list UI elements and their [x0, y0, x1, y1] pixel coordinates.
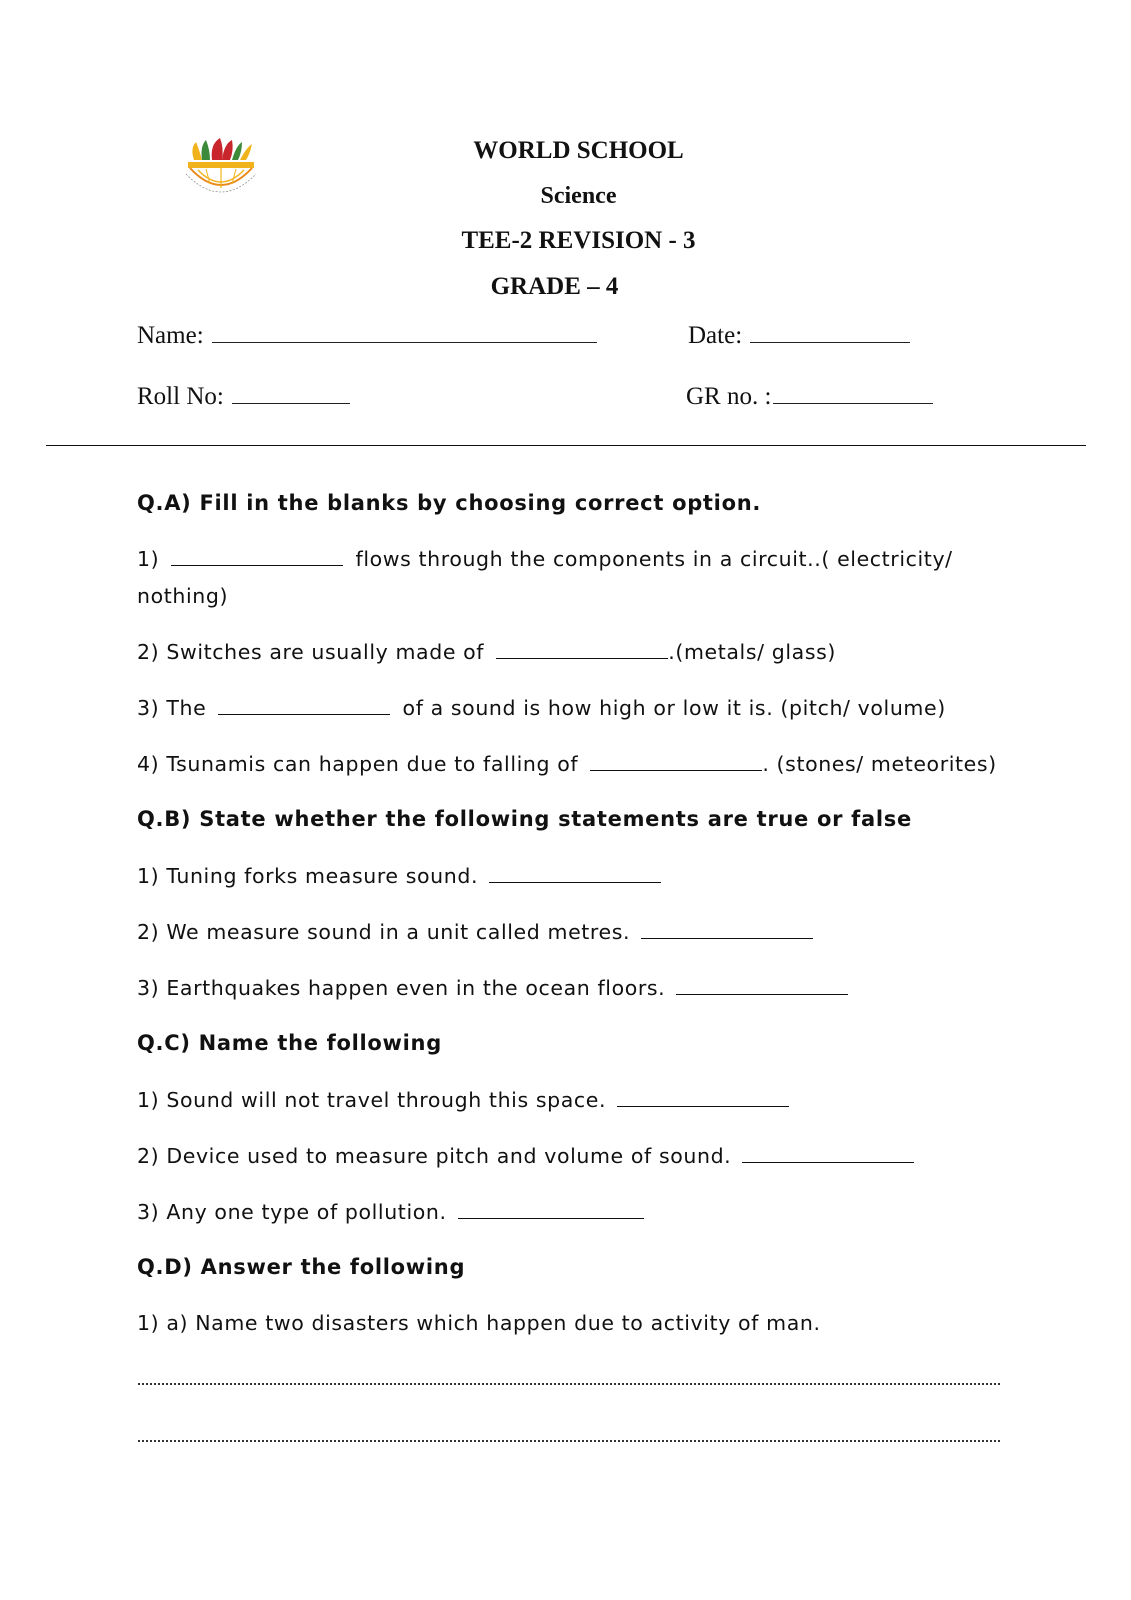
- question-a1-continued: nothing): [137, 584, 229, 608]
- question-text: 3) Any one type of pollution.: [137, 1200, 447, 1224]
- question-text: 1) Sound will not travel through this space.: [137, 1088, 607, 1112]
- question-c1: [137, 1088, 789, 1112]
- answer-blank[interactable]: [218, 696, 390, 715]
- answer-line-1[interactable]: [138, 1383, 1000, 1385]
- question-a3: [137, 696, 946, 720]
- date-line: [750, 322, 910, 343]
- answer-blank[interactable]: [171, 547, 343, 566]
- gr-label: GR no. :: [686, 383, 772, 410]
- question-b3: [137, 976, 848, 1000]
- grade-title: GRADE – 4: [490, 273, 619, 300]
- exam-title: TEE-2 REVISION - 3: [461, 227, 696, 254]
- school-name: WORLD SCHOOL: [473, 137, 684, 164]
- date-field[interactable]: [688, 322, 910, 350]
- date-label: Date:: [688, 322, 743, 349]
- answer-blank[interactable]: [676, 976, 848, 995]
- name-field[interactable]: [137, 322, 597, 350]
- question-a2: [137, 640, 836, 664]
- answer-blank[interactable]: [458, 1200, 644, 1219]
- answer-blank[interactable]: [590, 752, 762, 771]
- name-label: Name:: [137, 322, 204, 349]
- gr-line: [773, 383, 933, 404]
- question-text: 3) The: [137, 696, 207, 720]
- answer-line-2[interactable]: [138, 1440, 1000, 1442]
- question-number: 1): [137, 547, 160, 571]
- question-b1: [137, 864, 661, 888]
- section-c-heading: Q.C) Name the following: [137, 1031, 442, 1055]
- roll-label: Roll No:: [137, 383, 224, 410]
- gr-field[interactable]: [686, 383, 933, 411]
- answer-blank[interactable]: [617, 1088, 789, 1107]
- roll-line: [232, 383, 350, 404]
- question-a4: [137, 752, 997, 776]
- question-text: 2) Switches are usually made of: [137, 640, 485, 664]
- answer-blank[interactable]: [641, 920, 813, 939]
- question-b2: [137, 920, 813, 944]
- section-d-heading: Q.D) Answer the following: [137, 1255, 466, 1279]
- question-text: 2) We measure sound in a unit called metres.: [137, 920, 631, 944]
- question-a1: [137, 547, 953, 571]
- question-options: .(metals/ glass): [668, 640, 836, 664]
- question-text: 4) Tsunamis can happen due to falling of: [137, 752, 579, 776]
- question-text: 2) Device used to measure pitch and volume of sound.: [137, 1144, 732, 1168]
- question-c2: [137, 1144, 914, 1168]
- question-text: flows through the components in a circuit..( electricity/: [355, 547, 953, 571]
- answer-blank[interactable]: [489, 864, 661, 883]
- question-options: of a sound is how high or low it is. (pitch/ volume): [402, 696, 946, 720]
- section-b-heading: Q.B) State whether the following statements are true or false: [137, 807, 912, 831]
- question-text: 3) Earthquakes happen even in the ocean floors.: [137, 976, 666, 1000]
- question-options: . (stones/ meteorites): [762, 752, 997, 776]
- question-d1a: 1) a) Name two disasters which happen due to activity of man.: [137, 1311, 821, 1335]
- subject-title: Science: [540, 183, 617, 209]
- header-divider: [46, 445, 1086, 446]
- question-c3: [137, 1200, 644, 1224]
- section-a-heading: Q.A) Fill in the blanks by choosing correct option.: [137, 491, 762, 515]
- question-text: 1) Tuning forks measure sound.: [137, 864, 479, 888]
- answer-blank[interactable]: [496, 640, 668, 659]
- name-line: [212, 322, 597, 343]
- roll-field[interactable]: [137, 383, 350, 411]
- answer-blank[interactable]: [742, 1144, 914, 1163]
